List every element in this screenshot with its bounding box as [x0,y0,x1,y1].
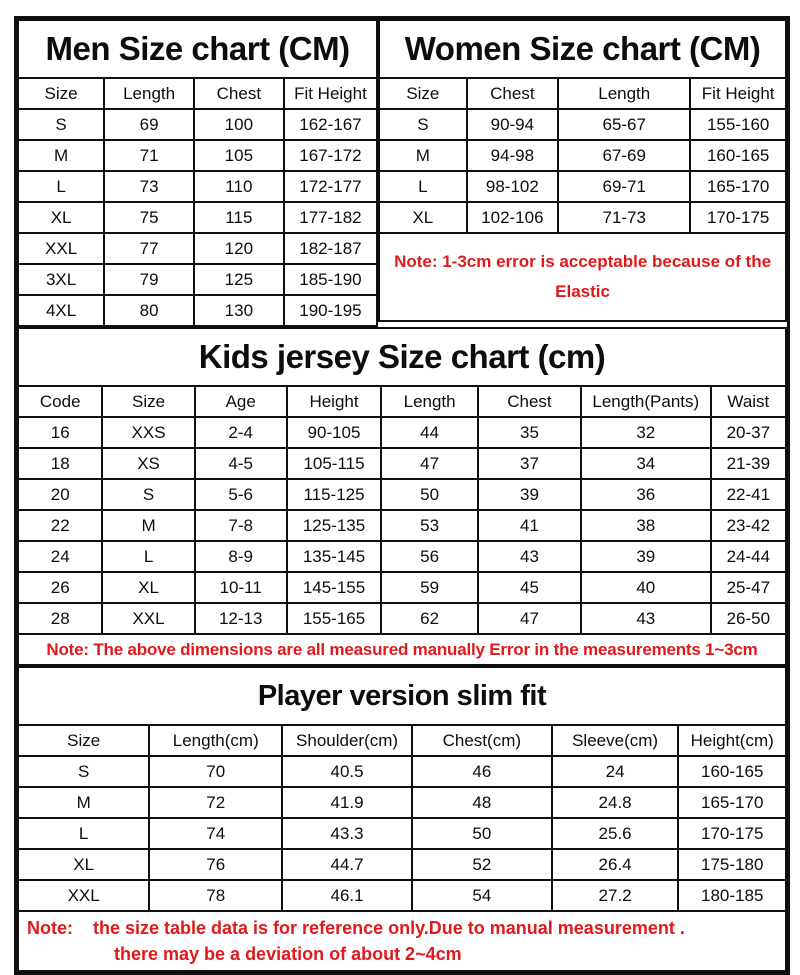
table-cell: L [18,818,149,849]
table-cell: 24 [552,756,679,787]
column-header: Fit Height [690,78,786,109]
column-header: Shoulder(cm) [282,725,412,756]
table-cell: 65-67 [558,109,690,140]
table-cell: 79 [104,264,194,295]
column-header: Waist [711,386,786,417]
column-header: Size [102,386,194,417]
table-cell: 182-187 [284,233,377,264]
table-cell: 70 [149,756,282,787]
table-cell: 185-190 [284,264,377,295]
table-cell: M [102,510,194,541]
table-cell: 73 [104,171,194,202]
column-header: Sleeve(cm) [552,725,679,756]
table-cell: 4XL [18,295,104,326]
table-cell: 3XL [18,264,104,295]
table-cell: 41.9 [282,787,412,818]
table-cell: 56 [381,541,478,572]
table-row [18,264,377,295]
table-cell: 94-98 [467,140,559,171]
table-cell: 145-155 [287,572,381,603]
table-cell: 40.5 [282,756,412,787]
table-cell: M [18,787,149,818]
table-cell: 75 [104,202,194,233]
men-chart-title: Men Size chart (CM) [18,20,377,78]
table-row [18,233,377,264]
table-cell: S [379,109,466,140]
table-row [379,171,786,202]
table-cell: 12-13 [195,603,287,634]
table-cell: 21-39 [711,448,786,479]
table-cell: 26 [18,572,102,603]
table-cell: 10-11 [195,572,287,603]
table-row [18,448,786,479]
table-cell: 24.8 [552,787,679,818]
kids-note-body [18,634,786,665]
table-cell: XXL [102,603,194,634]
table-cell: XL [379,202,466,233]
women-header-row [379,78,786,109]
table-row [18,109,377,140]
table-cell: 24-44 [711,541,786,572]
table-cell: 74 [149,818,282,849]
table-cell: XL [18,849,149,880]
table-row [18,140,377,171]
table-cell: 16 [18,417,102,448]
table-cell: 69-71 [558,171,690,202]
table-cell: 125 [194,264,284,295]
table-cell: 50 [412,818,552,849]
table-row [18,417,786,448]
men-size-table [17,19,378,327]
table-cell: 7-8 [195,510,287,541]
table-cell: 20 [18,479,102,510]
women-note-row [379,233,786,321]
column-header: Size [18,78,104,109]
table-cell: 40 [581,572,711,603]
table-row [379,109,786,140]
table-cell: 62 [381,603,478,634]
table-cell: 20-37 [711,417,786,448]
column-header: Length [104,78,194,109]
player-chart-title: Player version slim fit [18,667,786,725]
table-cell: 22 [18,510,102,541]
table-cell: 44.7 [282,849,412,880]
table-cell: 28 [18,603,102,634]
women-note-line-1: Note: 1-3cm error is acceptable because of the [394,252,772,271]
table-row [379,202,786,233]
table-cell: S [18,109,104,140]
table-cell: 37 [478,448,581,479]
table-row [18,171,377,202]
table-cell: 115 [194,202,284,233]
kids-size-table [17,327,787,666]
player-version-table [17,666,787,972]
column-header: Length [558,78,690,109]
table-cell: 32 [581,417,711,448]
table-cell: S [102,479,194,510]
table-cell: 125-135 [287,510,381,541]
column-header: Length(Pants) [581,386,711,417]
table-cell: 67-69 [558,140,690,171]
player-header-row [18,725,786,756]
table-cell: 41 [478,510,581,541]
column-header: Size [18,725,149,756]
column-header: Code [18,386,102,417]
column-header: Chest [478,386,581,417]
women-chart-title: Women Size chart (CM) [379,20,786,78]
kids-header-row [18,386,786,417]
table-row [18,603,786,634]
women-note-line-2: Elastic [555,282,610,301]
table-cell: 90-94 [467,109,559,140]
column-header: Chest(cm) [412,725,552,756]
table-row [18,541,786,572]
table-cell: 160-165 [678,756,786,787]
table-cell: L [18,171,104,202]
table-cell: 105-115 [287,448,381,479]
column-header: Chest [467,78,559,109]
table-cell: 162-167 [284,109,377,140]
column-header: Height [287,386,381,417]
table-cell: L [102,541,194,572]
table-row [18,572,786,603]
column-header: Length(cm) [149,725,282,756]
table-cell: 71 [104,140,194,171]
table-row [18,295,377,326]
table-cell: 2-4 [195,417,287,448]
column-header: Height(cm) [678,725,786,756]
table-row [379,140,786,171]
table-row [18,787,786,818]
column-header: Chest [194,78,284,109]
kids-note-row [18,634,786,665]
kids-title-row [18,328,786,386]
table-cell: 170-175 [690,202,786,233]
table-cell: 72 [149,787,282,818]
table-row [18,202,377,233]
table-cell: 44 [381,417,478,448]
men-header-row [18,78,377,109]
women-title-row [379,20,786,78]
table-cell: 155-165 [287,603,381,634]
table-cell: 43 [478,541,581,572]
table-cell: 177-182 [284,202,377,233]
table-cell: 175-180 [678,849,786,880]
women-elastic-note [379,233,786,321]
column-header: Age [195,386,287,417]
table-cell: 26-50 [711,603,786,634]
table-cell: 26.4 [552,849,679,880]
table-cell: 47 [478,603,581,634]
table-cell: 98-102 [467,171,559,202]
table-cell: 155-160 [690,109,786,140]
table-cell: 38 [581,510,711,541]
table-cell: 45 [478,572,581,603]
women-size-table [378,19,787,322]
table-cell: XXS [102,417,194,448]
table-cell: XXL [18,880,149,911]
table-cell: 27.2 [552,880,679,911]
kids-table-body [18,417,786,634]
men-size-chart [17,19,378,327]
table-cell: 105 [194,140,284,171]
table-cell: 25-47 [711,572,786,603]
table-cell: M [18,140,104,171]
bottom-note-line-1: Note: the size table data is for reference only.Due to manual measurement . [27,918,685,938]
women-note-body [379,233,786,321]
column-header: Size [379,78,466,109]
table-cell: 4-5 [195,448,287,479]
table-cell: 100 [194,109,284,140]
bottom-reference-note [18,911,786,971]
table-cell: 39 [581,541,711,572]
table-cell: 34 [581,448,711,479]
table-cell: 59 [381,572,478,603]
table-cell: 48 [412,787,552,818]
table-cell: 165-170 [678,787,786,818]
table-cell: 18 [18,448,102,479]
table-cell: 50 [381,479,478,510]
table-cell: 130 [194,295,284,326]
table-cell: 69 [104,109,194,140]
table-cell: 190-195 [284,295,377,326]
men-table-body [18,109,377,326]
player-table-body [18,756,786,911]
table-row [18,479,786,510]
table-cell: 120 [194,233,284,264]
table-cell: 47 [381,448,478,479]
table-row [18,818,786,849]
adult-size-section [17,19,787,327]
table-cell: 160-165 [690,140,786,171]
table-cell: 46.1 [282,880,412,911]
table-cell: 78 [149,880,282,911]
women-table-body [379,109,786,233]
table-cell: L [379,171,466,202]
table-cell: 90-105 [287,417,381,448]
table-cell: 46 [412,756,552,787]
table-row [18,849,786,880]
table-cell: 25.6 [552,818,679,849]
women-size-chart [378,19,787,327]
size-chart-container [14,16,790,975]
table-cell: 5-6 [195,479,287,510]
table-cell: 24 [18,541,102,572]
table-row [18,880,786,911]
table-cell: 52 [412,849,552,880]
table-cell: M [379,140,466,171]
table-cell: 135-145 [287,541,381,572]
table-cell: 167-172 [284,140,377,171]
player-note-body [18,911,786,971]
table-cell: 110 [194,171,284,202]
table-cell: 43 [581,603,711,634]
table-cell: 71-73 [558,202,690,233]
table-cell: 77 [104,233,194,264]
player-title-row [18,667,786,725]
table-cell: 22-41 [711,479,786,510]
table-cell: XL [102,572,194,603]
kids-chart-title: Kids jersey Size chart (cm) [18,328,786,386]
column-header: Fit Height [284,78,377,109]
bottom-note-line-2: there may be a deviation of about 2~4cm [114,944,462,964]
table-cell: 172-177 [284,171,377,202]
table-cell: 8-9 [195,541,287,572]
column-header: Length [381,386,478,417]
table-cell: 54 [412,880,552,911]
table-row [18,510,786,541]
table-row [18,756,786,787]
table-cell: 80 [104,295,194,326]
table-cell: 115-125 [287,479,381,510]
kids-measurement-note: Note: The above dimensions are all measured manually Error in the measurements 1~3cm [18,634,786,665]
table-cell: 165-170 [690,171,786,202]
table-cell: 43.3 [282,818,412,849]
table-cell: XL [18,202,104,233]
table-cell: S [18,756,149,787]
table-cell: 180-185 [678,880,786,911]
table-cell: 53 [381,510,478,541]
table-cell: 76 [149,849,282,880]
table-cell: XS [102,448,194,479]
men-title-row [18,20,377,78]
table-cell: 35 [478,417,581,448]
table-cell: 102-106 [467,202,559,233]
table-cell: 23-42 [711,510,786,541]
table-cell: XXL [18,233,104,264]
table-cell: 170-175 [678,818,786,849]
table-cell: 36 [581,479,711,510]
bottom-note-row [18,911,786,971]
table-cell: 39 [478,479,581,510]
